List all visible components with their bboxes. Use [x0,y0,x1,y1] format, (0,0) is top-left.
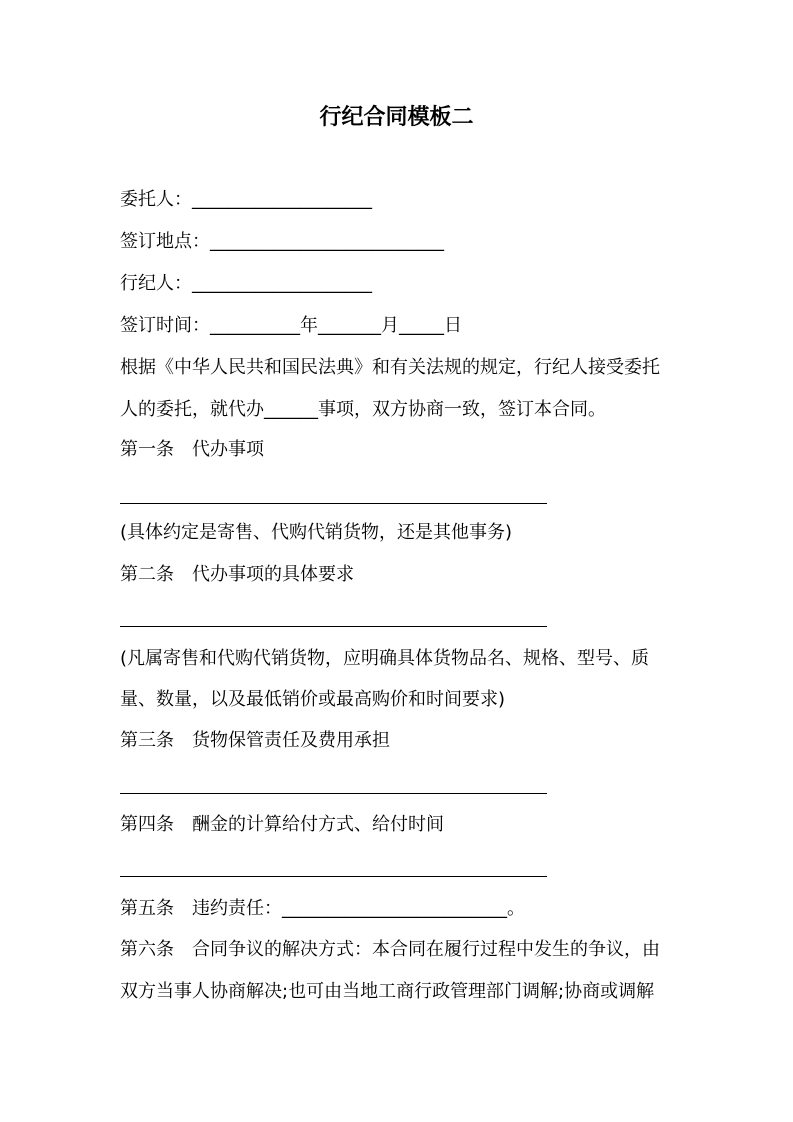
article-2-note-line-2: 量、数量，以及最低销价或最高购价和时间要求) [120,689,506,710]
article-4-blank-rule [120,876,547,877]
signing-time-field: 签订时间：__________年_______月_____日 [120,315,462,336]
signing-place-field: 签订地点：__________________________ [120,231,444,252]
document-title: 行纪合同模板二 [319,105,474,130]
article-1-heading: 第一条 代办事项 [120,439,264,460]
article-3-blank-rule [120,793,547,794]
client-field: 委托人：____________________ [120,189,372,210]
article-4-heading: 第四条 酬金的计算给付方式、给付时间 [120,814,444,835]
article-2-note-line-1: (凡属寄售和代购代销货物，应明确具体货物品名、规格、型号、质 [120,648,650,669]
preamble-line-1: 根据《中华人民共和国民法典》和有关法规的规定，行纪人接受委托 [120,357,660,378]
article-6-line-1: 第六条 合同争议的解决方式：本合同在履行过程中发生的争议，由 [120,939,660,960]
article-2-blank-rule [120,626,547,627]
article-1-blank-rule [120,503,547,504]
preamble-line-2: 人的委托，就代办______事项，双方协商一致，签订本合同。 [120,399,606,420]
article-5-line: 第五条 违约责任：_________________________。 [120,898,525,919]
article-3-heading: 第三条 货物保管责任及费用承担 [120,730,390,751]
article-6-line-2: 双方当事人协商解决;也可由当地工商行政管理部门调解;协商或调解 [120,981,655,1002]
agent-field: 行纪人：____________________ [120,273,372,294]
article-1-note: (具体约定是寄售、代购代销货物，还是其他事务) [120,522,513,543]
article-2-heading: 第二条 代办事项的具体要求 [120,564,354,585]
